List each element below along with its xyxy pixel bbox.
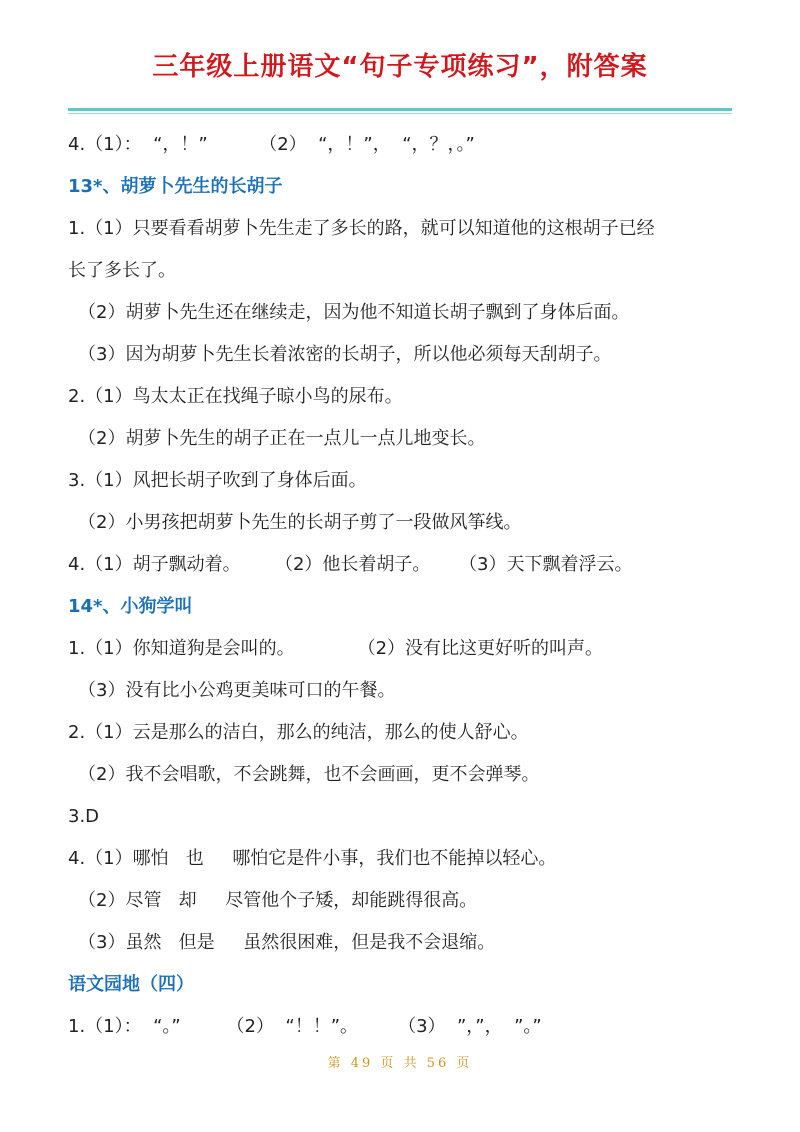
answer-line: （2）小男孩把胡萝卜先生的长胡子剪了一段做风筝线。 [78,512,522,533]
answer-line: （2）胡萝卜先生还在继续走，因为他不知道长胡子飘到了身体后面。 [78,302,630,323]
answer-line: 2.（1）鸟太太正在找绳子晾小鸟的尿布。 [68,386,403,407]
title-divider-thin [68,113,732,114]
answer-line: 长了多长了。 [68,260,176,281]
answer-line: 4.（1）哪怕 也 哪怕它是件小事，我们也不能掉以轻心。 [68,848,557,869]
answer-line: 1.（1）： “。” （2） “！！”。 （3） ”，”， ”。” [68,1016,542,1037]
answer-line: （2）我不会唱歌，不会跳舞，也不会画画，更不会弹琴。 [78,764,540,785]
answer-line: （3）虽然 但是 虽然很困难，但是我不会退缩。 [78,932,496,953]
answer-list [68,124,748,1048]
answer-line: （3）没有比小公鸡更美味可口的午餐。 [78,680,396,701]
answer-line: 1.（1）只要看看胡萝卜先生走了多长的路，就可以知道他的这根胡子已经 [68,218,655,239]
answer-line: 4.（1）胡子飘动着。 （2）他长着胡子。 （3）天下飘着浮云。 [68,554,633,575]
answer-line: 3.D [68,806,100,827]
answer-line: （2）胡萝卜先生的胡子正在一点儿一点儿地变长。 [78,428,486,449]
answer-line: （2）尽管 却 尽管他个子矮，却能跳得很高。 [78,890,478,911]
page-footer: 第 49 页 共 56 页 [327,1056,473,1071]
section-heading: 14*、小狗学叫 [68,596,193,617]
answer-line: 4.（1）： “，！” （2） “，！”， “，？，。” [68,134,475,155]
page-title: 三年级上册语文“句子专项练习”，附答案 [152,52,648,82]
answer-line: 2.（1）云是那么的洁白，那么的纯洁，那么的使人舒心。 [68,722,529,743]
answer-line: 3.（1）风把长胡子吹到了身体后面。 [68,470,367,491]
section-heading: 语文园地（四） [68,974,194,995]
answer-line: （3）因为胡萝卜先生长着浓密的长胡子，所以他必须每天刮胡子。 [78,344,612,365]
title-divider [68,108,732,111]
answer-line: 1.（1）你知道狗是会叫的。 （2）没有比这更好听的叫声。 [68,638,604,659]
section-heading: 13*、胡萝卜先生的长胡子 [68,176,283,197]
